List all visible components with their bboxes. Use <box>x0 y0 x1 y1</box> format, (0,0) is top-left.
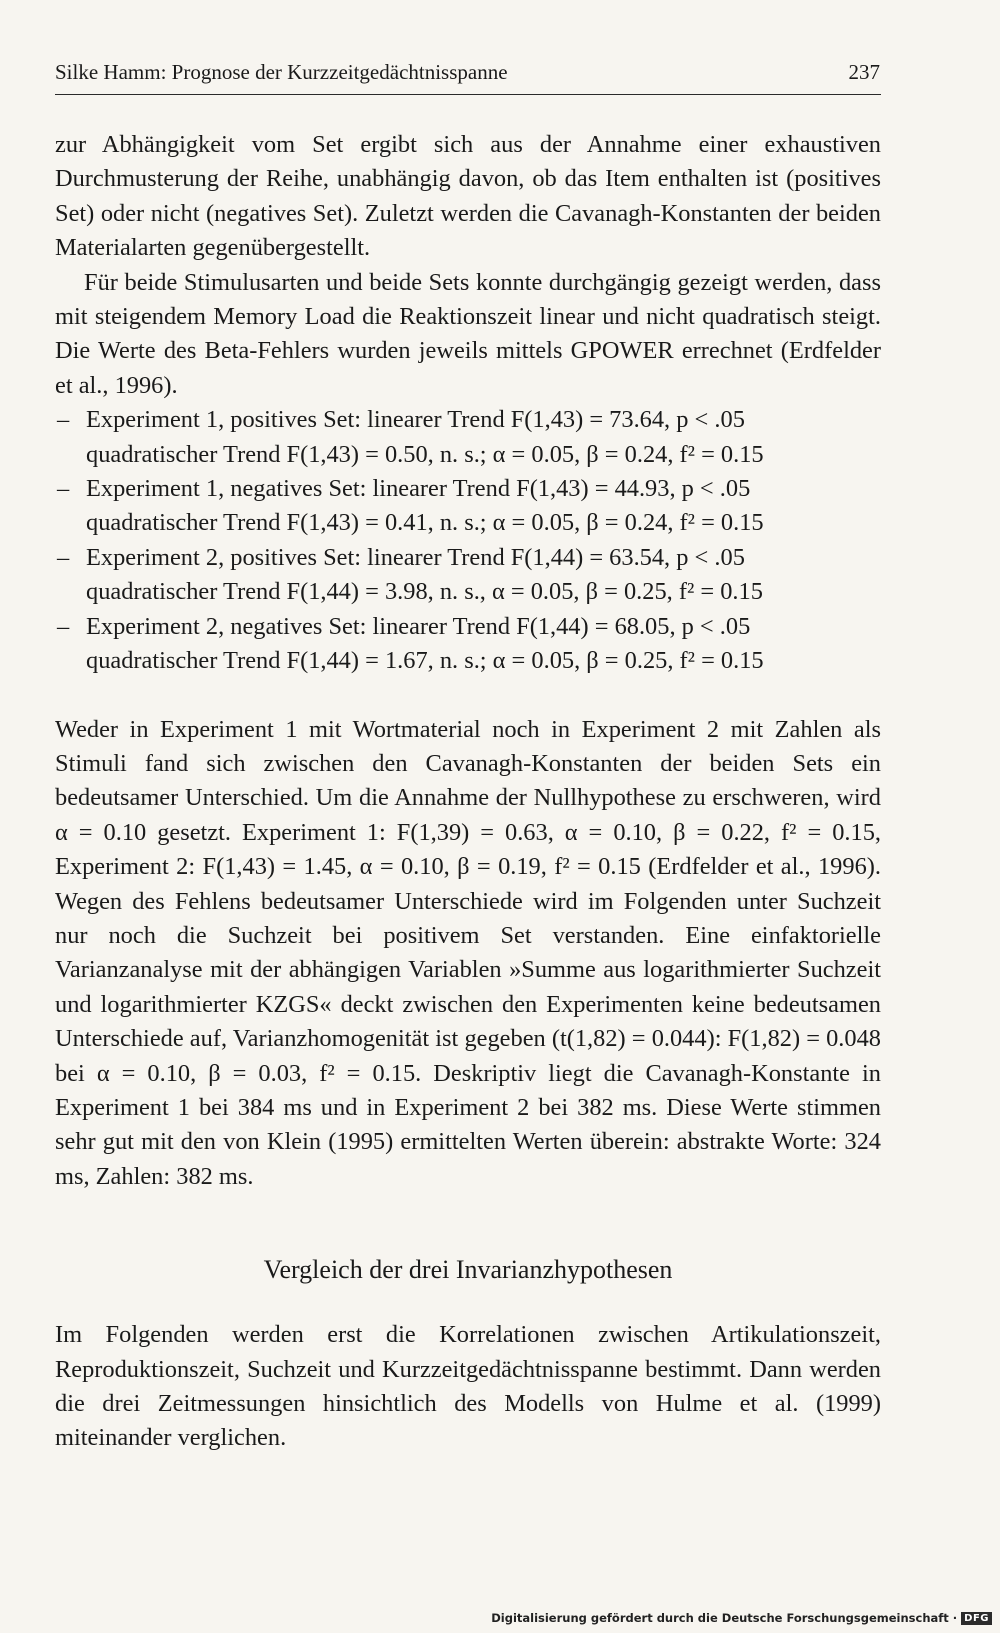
statistics-list <box>55 403 881 678</box>
paragraph-intro: Im Folgenden werden erst die Korrelationen zwischen Artikulationszeit, Reproduktionszeit, Suchzeit und Kurzzeitgedächtnisspanne bestimmt. Dann werden die drei Zeitmessungen hinsichtlich des Modells von Hulme et al. (1999) miteinander verglichen. <box>55 1321 881 1452</box>
dfg-logo: DFG <box>961 1612 992 1625</box>
paragraph-cavanagh: Weder in Experiment 1 mit Wortmaterial noch in Experiment 2 mit Zahlen als Stimuli fand sich zwischen den Cavanagh-Konstanten der beiden Sets ein bedeutsamer Unterschied. Um die Annahme der Nullhypothese zu erschweren, wird α = 0.10 gesetzt. Experiment 1: F(1,39) = 0.63, α = 0.10, β = 0.22, f² = 0.15, Experiment 2: F(1,43) = 1.45, α = 0.10, β = 0.19, f² = 0.15 (Erdfelder et al., 1996). Wegen des Fehlens bedeutsamer Unterschiede wird im Folgenden unter Suchzeit nur noch die Suchzeit bei positivem Set verstanden. Eine einfaktorielle Varianzanalyse mit der abhängigen Variablen »Summe aus logarithmierter Suchzeit und logarithmierter KZGS« deckt zwischen den Experimenten keine bedeutsamen Unterschiede auf, Varianzhomogenität ist gegeben (t(1,82) = 0.044): F(1,82) = 0.048 bei α = 0.10, β = 0.03, f² = 0.15. Deskriptiv liegt die Cavanagh-Konstante in Experiment 1 bei 384 ms und in Experiment 2 bei 382 ms. Diese Werte stimmen sehr gut mit den von Klein (1995) ermittelten Werten überein: abstrakte Worte: 324 ms, Zahlen: 382 ms. <box>55 715 881 1190</box>
page-number: 237 <box>848 60 880 84</box>
stat-line-linear: Experiment 2, positives Set: linearer Trend F(1,44) = 63.54, p < .05 <box>86 543 745 571</box>
list-dash: – <box>57 475 70 503</box>
stat-line-quadratic: quadratischer Trend F(1,44) = 3.98, n. s., α = 0.05, β = 0.25, f² = 0.15 <box>86 578 763 606</box>
section-heading: Vergleich der drei Invarianzhypothesen <box>263 1255 673 1285</box>
list-dash: – <box>57 612 70 640</box>
paragraph-continuation: zur Abhängigkeit vom Set ergibt sich aus der Annahme einer exhaustiven Durchmusterung der Reihe, unabhängig davon, ob das Item enthalten ist (positives Set) oder nicht (negatives Set). Zuletzt werden die Cavanagh-Konstanten der beiden Materialarten gegenübergestellt. <box>55 131 881 262</box>
footer-credit: Digitalisierung gefördert durch die Deutsche Forschungsgemeinschaft · <box>491 1611 958 1625</box>
stat-line-linear: Experiment 1, negatives Set: linearer Trend F(1,43) = 44.93, p < .05 <box>86 475 751 503</box>
stat-line-linear: Experiment 2, negatives Set: linearer Trend F(1,44) = 68.05, p < .05 <box>86 612 751 640</box>
stat-line-linear: Experiment 1, positives Set: linearer Trend F(1,43) = 73.64, p < .05 <box>86 406 745 434</box>
digitization-footer <box>491 1611 992 1625</box>
stat-line-quadratic: quadratischer Trend F(1,44) = 1.67, n. s.; α = 0.05, β = 0.25, f² = 0.15 <box>86 647 764 675</box>
body-text <box>55 128 881 1456</box>
stat-line-quadratic: quadratischer Trend F(1,43) = 0.50, n. s.; α = 0.05, β = 0.24, f² = 0.15 <box>86 440 764 468</box>
list-dash: – <box>57 543 70 571</box>
list-item <box>55 472 881 541</box>
running-title: Silke Hamm: Prognose der Kurzzeitgedächtnisspanne <box>55 60 508 84</box>
header-rule <box>55 94 881 95</box>
stat-line-quadratic: quadratischer Trend F(1,43) = 0.41, n. s.; α = 0.05, β = 0.24, f² = 0.15 <box>86 509 764 537</box>
paragraph-results: Für beide Stimulusarten und beide Sets konnte durchgängig gezeigt werden, dass mit steigendem Memory Load die Reaktionszeit linear und nicht quadratisch steigt. Die Werte des Beta-Fehlers wurden jeweils mittels GPOWER errechnet (Erdfelder et al., 1996). <box>55 268 881 399</box>
list-item <box>55 541 881 610</box>
list-item <box>55 403 881 472</box>
running-head <box>55 60 880 85</box>
list-item <box>55 610 881 679</box>
spacer <box>55 679 881 713</box>
list-dash: – <box>57 406 70 434</box>
